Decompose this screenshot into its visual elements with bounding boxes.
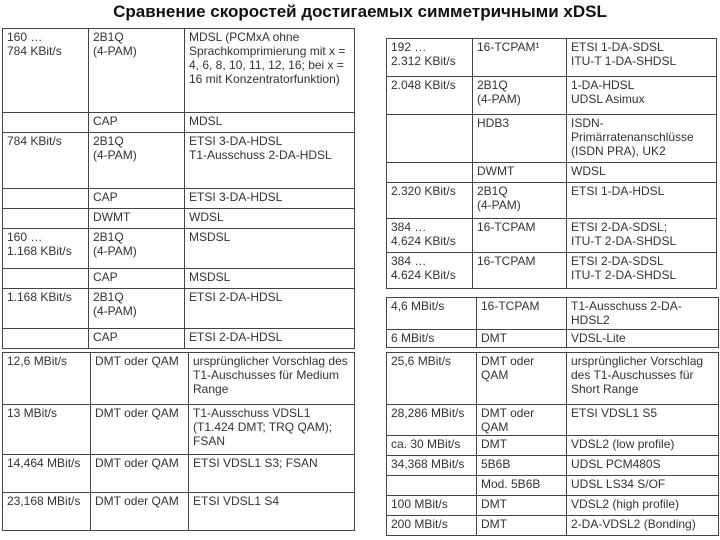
table-row — [387, 219, 717, 253]
table-row — [3, 493, 355, 531]
rate-cell: 14,464 MBit/s — [3, 455, 91, 493]
table-row — [3, 209, 355, 229]
table-row — [387, 39, 717, 77]
modulation-cell: CAP — [89, 269, 185, 289]
rate-cell — [387, 476, 477, 496]
table-row — [3, 289, 355, 329]
table-row — [387, 456, 719, 476]
standard-cell: ISDN-Primärratenanschlüsse (ISDN PRA), UK2 — [567, 115, 717, 163]
standard-cell: MSDSL — [185, 269, 355, 289]
rate-cell: 13 MBit/s — [3, 405, 91, 455]
rate-cell — [3, 209, 89, 229]
modulation-cell: DMT oder QAM — [477, 353, 567, 405]
rate-cell: 100 MBit/s — [387, 496, 477, 516]
rate-cell: 2.048 KBit/s — [387, 77, 473, 115]
table-row — [387, 476, 719, 496]
rate-cell: 1.168 KBit/s — [3, 289, 89, 329]
table-row — [387, 183, 717, 219]
rate-cell — [3, 269, 89, 289]
modulation-cell: DMT — [477, 436, 567, 456]
standard-cell: ETSI 2-DA-HDSL — [185, 289, 355, 329]
standard-cell: 2-DA-VDSL2 (Bonding) — [567, 516, 719, 536]
rate-cell: ca. 30 MBit/s — [387, 436, 477, 456]
modulation-cell: CAP — [89, 189, 185, 209]
standard-cell: ETSI VDSL1 S3; FSAN — [189, 455, 355, 493]
rate-cell — [3, 189, 89, 209]
table-row — [387, 516, 719, 536]
standard-cell: MDSL (PCMxA ohne Sprachkomprimierung mit x = 4, 6, 8, 10, 11, 12, 16; bei x = 16 mit Konzentratorfunktion) — [185, 29, 355, 113]
standard-cell: ETSI 2-DA-SDSL; ITU-T 2-DA-SHDSL — [567, 219, 717, 253]
rate-cell: 784 KBit/s — [3, 133, 89, 189]
standard-cell: T1-Ausschuss VDSL1 (T1.424 DMT; TRQ QAM); FSAN — [189, 405, 355, 455]
standard-cell: WDSL — [185, 209, 355, 229]
rate-cell — [3, 329, 89, 349]
rate-cell: 6 MBit/s — [387, 330, 477, 348]
standard-cell: ETSI 3-DA-HDSL T1-Ausschuss 2-DA-HDSL — [185, 133, 355, 189]
table-row — [387, 353, 719, 405]
left-top-table — [2, 28, 355, 349]
table-row — [3, 113, 355, 133]
modulation-cell: DWMT — [89, 209, 185, 229]
rate-cell: 28,286 MBit/s — [387, 405, 477, 436]
rate-cell: 192 … 2.312 KBit/s — [387, 39, 473, 77]
table-row — [387, 77, 717, 115]
table-row — [387, 330, 719, 348]
table-row — [387, 436, 719, 456]
modulation-cell: 16-TCPAM — [473, 219, 567, 253]
modulation-cell: 2B1Q (4-PAM) — [473, 77, 567, 115]
standard-cell: UDSL LS34 S/OF — [567, 476, 719, 496]
modulation-cell: DMT oder QAM — [91, 493, 189, 531]
standard-cell: MSDSL — [185, 229, 355, 269]
modulation-cell: 16-TCPAM¹ — [473, 39, 567, 77]
modulation-cell: DMT oder QAM — [91, 353, 189, 405]
rate-cell: 23,168 MBit/s — [3, 493, 91, 531]
table-row — [3, 455, 355, 493]
modulation-cell: DMT oder QAM — [477, 405, 567, 436]
left-bottom-table — [2, 352, 355, 531]
standard-cell: T1-Ausschuss 2-DA-HDSL2 — [567, 298, 719, 330]
rate-cell: 384 … 4.624 KBit/s — [387, 219, 473, 253]
standard-cell: ETSI 2-DA-SDSL ITU-T 2-DA-SHDSL — [567, 253, 717, 289]
right-mid-table — [386, 297, 719, 348]
standard-cell: VDSL2 (high profile) — [567, 496, 719, 516]
standard-cell: WDSL — [567, 163, 717, 183]
rate-cell: 25,6 MBit/s — [387, 353, 477, 405]
standard-cell: MDSL — [185, 113, 355, 133]
modulation-cell: 2B1Q (4-PAM) — [89, 29, 185, 113]
modulation-cell: DMT — [477, 516, 567, 536]
table-row — [387, 253, 717, 289]
modulation-cell: DMT oder QAM — [91, 455, 189, 493]
modulation-cell: Mod. 5B6B — [477, 476, 567, 496]
standard-cell: ursprünglicher Vorschlag des T1-Auschusses für Short Range — [567, 353, 719, 405]
rate-cell: 160 … 1.168 KBit/s — [3, 229, 89, 269]
standard-cell: VDSL2 (low profile) — [567, 436, 719, 456]
right-bottom-table — [386, 352, 719, 536]
modulation-cell: DWMT — [473, 163, 567, 183]
modulation-cell: 2B1Q (4-PAM) — [89, 133, 185, 189]
standard-cell: ETSI VDSL1 S4 — [189, 493, 355, 531]
standard-cell: ETSI 3-DA-HDSL — [185, 189, 355, 209]
table-row — [387, 496, 719, 516]
rate-cell: 384 … 4.624 KBit/s — [387, 253, 473, 289]
table-row — [3, 229, 355, 269]
modulation-cell: DMT — [477, 330, 567, 348]
rate-cell: 12,6 MBit/s — [3, 353, 91, 405]
modulation-cell: 5B6B — [477, 456, 567, 476]
table-row — [3, 329, 355, 349]
standard-cell: VDSL-Lite — [567, 330, 719, 348]
table-row — [387, 298, 719, 330]
rate-cell: 2.320 KBit/s — [387, 183, 473, 219]
modulation-cell: CAP — [89, 329, 185, 349]
table-row — [3, 269, 355, 289]
table-row — [387, 163, 717, 183]
rate-cell: 160 … 784 KBit/s — [3, 29, 89, 113]
standard-cell: UDSL PCM480S — [567, 456, 719, 476]
modulation-cell: 2B1Q (4-PAM) — [89, 229, 185, 269]
table-row — [387, 115, 717, 163]
table-row — [3, 405, 355, 455]
modulation-cell: 2B1Q (4-PAM) — [89, 289, 185, 329]
rate-cell — [387, 163, 473, 183]
standard-cell: 1-DA-HDSL UDSL Asimux — [567, 77, 717, 115]
modulation-cell: 16-TCPAM — [473, 253, 567, 289]
modulation-cell: DMT oder QAM — [91, 405, 189, 455]
rate-cell — [387, 115, 473, 163]
rate-cell: 34,368 MBit/s — [387, 456, 477, 476]
standard-cell: ursprünglicher Vorschlag des T1-Auschusses für Medium Range — [189, 353, 355, 405]
page-title: Сравнение скоростей достигаемых симметричными xDSL — [113, 2, 607, 21]
rate-cell: 200 MBit/s — [387, 516, 477, 536]
modulation-cell: 16-TCPAM — [477, 298, 567, 330]
table-row — [3, 29, 355, 113]
table-row — [387, 405, 719, 436]
standard-cell: ETSI 1-DA-HDSL — [567, 183, 717, 219]
modulation-cell: 2B1Q (4-PAM) — [473, 183, 567, 219]
standard-cell: ETSI VDSL1 S5 — [567, 405, 719, 436]
modulation-cell: HDB3 — [473, 115, 567, 163]
modulation-cell: DMT — [477, 496, 567, 516]
modulation-cell: CAP — [89, 113, 185, 133]
table-row — [3, 353, 355, 405]
rate-cell: 4,6 MBit/s — [387, 298, 477, 330]
standard-cell: ETSI 1-DA-SDSL ITU-T 1-DA-SHDSL — [567, 39, 717, 77]
right-top-table — [386, 38, 717, 289]
table-row — [3, 189, 355, 209]
rate-cell — [3, 113, 89, 133]
table-row — [3, 133, 355, 189]
standard-cell: ETSI 2-DA-HDSL — [185, 329, 355, 349]
